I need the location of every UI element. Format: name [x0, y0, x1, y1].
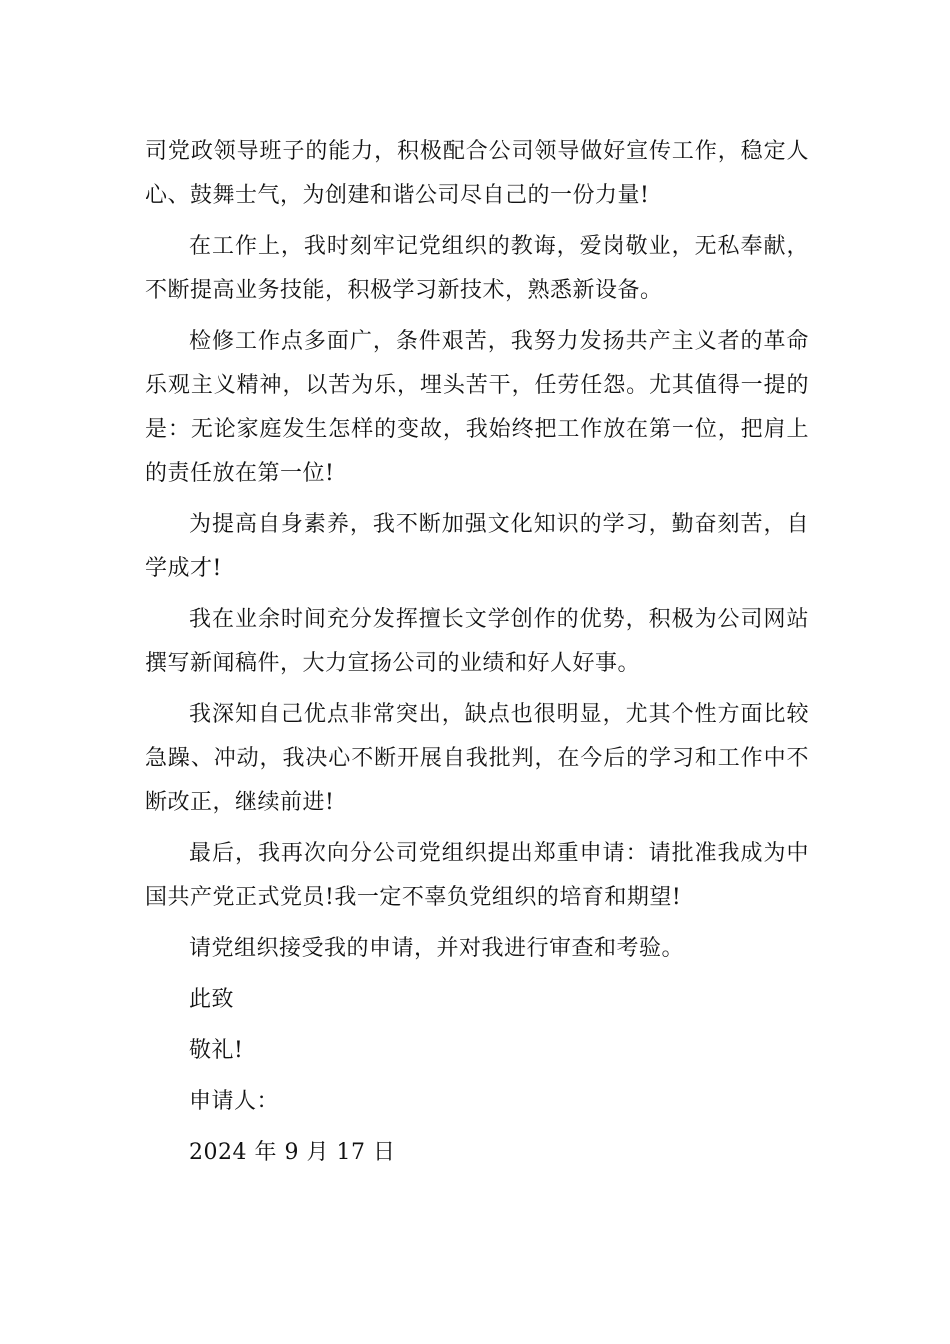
paragraph-2: 在工作上，我时刻牢记党组织的教诲，爱岗敬业，无私奉献，不断提高业务技能，积极学习新技术，熟悉新设备。 [145, 234, 809, 303]
paragraph-4: 为提高自身素养，我不断加强文化知识的学习，勤奋刻苦，自学成才! [145, 512, 809, 581]
respect-line: 敬礼! [189, 1038, 244, 1063]
salutation: 此致 [189, 987, 235, 1012]
paragraph-6: 我深知自己优点非常突出，缺点也很明显，尤其个性方面比较急躁、冲动，我决心不断开展自我批判，在今后的学习和工作中不断改正，继续前进! [145, 702, 809, 815]
paragraph-7: 最后，我再次向分公司党组织提出郑重申请：请批准我成为中国共产党正式党员!我一定不辜负党组织的培育和期望! [145, 841, 809, 910]
paragraph-1: 司党政领导班子的能力，积极配合公司领导做好宣传工作，稳定人心、鼓舞士气，为创建和谐公司尽自己的一份力量! [145, 139, 809, 208]
paragraph-3: 检修工作点多面广，条件艰苦，我努力发扬共产主义者的革命乐观主义精神，以苦为乐，埋头苦干，任劳任怨。尤其值得一提的是：无论家庭发生怎样的变故，我始终把工作放在第一位，把肩上的责任放在第一位! [145, 329, 809, 486]
paragraph-5: 我在业余时间充分发挥擅长文学创作的优势，积极为公司网站撰写新闻稿件，大力宣扬公司的业绩和好人好事。 [145, 607, 809, 676]
paragraph-8: 请党组织接受我的申请，并对我进行审查和考验。 [189, 936, 685, 961]
date-line: 2024 年 9 月 17 日 [189, 1140, 396, 1165]
applicant-label: 申请人： [189, 1089, 280, 1114]
document-body [145, 130, 809, 1182]
